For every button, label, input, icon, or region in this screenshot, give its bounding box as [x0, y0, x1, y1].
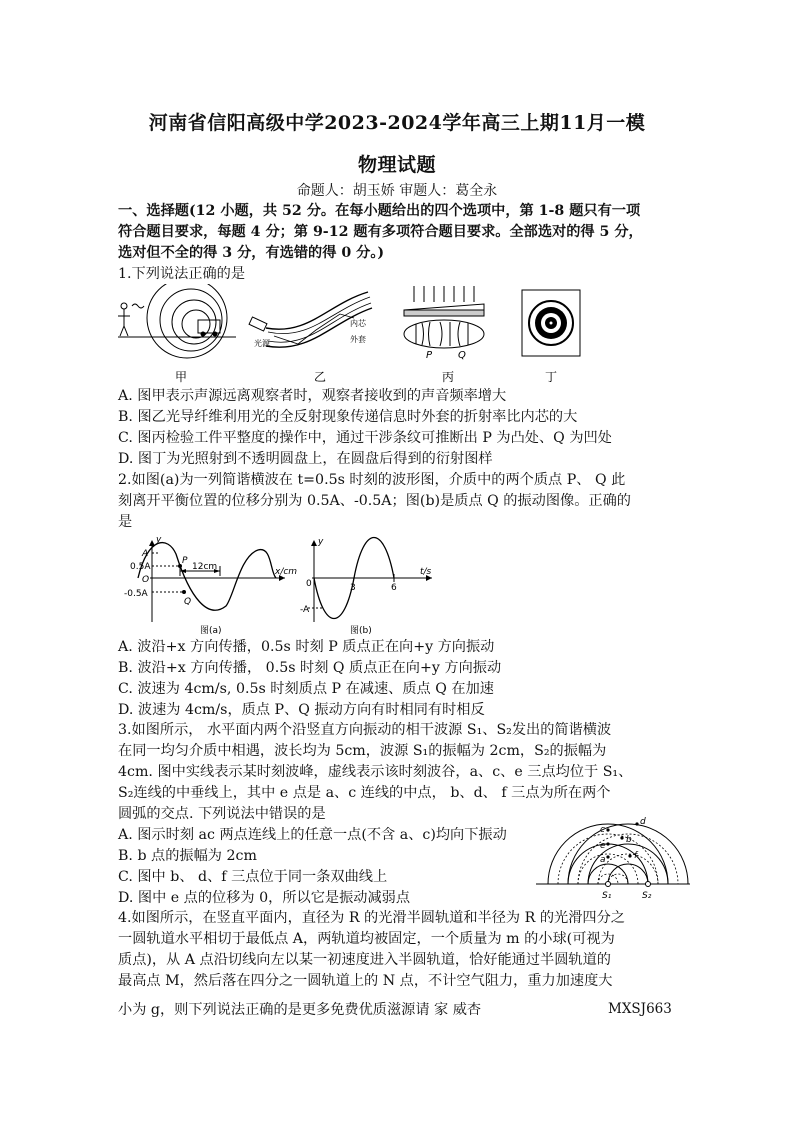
q3-stem-line5: 圆弧的交点. 下列说法中错误的是 — [118, 806, 326, 822]
q4-line1: 4.如图所示，在竖直平面内，直径为 R 的光滑半圆轨道和半径为 R 的光滑四分之 — [118, 910, 625, 926]
fig3-d: d — [640, 817, 646, 827]
q2-figures — [120, 536, 440, 636]
q1-figures — [118, 284, 598, 386]
q1-stem: 1.下列说法正确的是 — [118, 266, 246, 282]
q1-option-b: B. 图乙光导纤维利用光的全反射现象传递信息时外套的折射率比内芯的大 — [118, 409, 578, 425]
q3-option-a: A. 图示时刻 ac 两点连线上的任意一点(不含 a、c)均向下振动 — [118, 827, 507, 843]
fig-b-O: 0 — [306, 579, 312, 589]
fig-bing-q: Q — [458, 350, 466, 361]
figure-b-vibration — [300, 537, 432, 636]
q1-option-d: D. 图丁为光照射到不透明圆盘上，在圆盘后得到的衍射图样 — [118, 451, 493, 467]
q3-stem-line3: 4cm. 图中实线表示某时刻波峰，虚线表示该时刻波谷，a、c、e 三点均位于 S₁、 — [118, 764, 633, 780]
q2-stem-line2: 刻离开平衡位置的位移分别为 0.5A、-0.5A；图(b)是质点 Q 的振动图像。正确的 — [118, 493, 631, 509]
exam-authors: 命题人：胡玉娇 审题人：葛全永 — [296, 183, 498, 199]
q3-stem-line2: 在同一均匀介质中相遇，波长均为 5cm，波源 S₁的振幅为 2cm，S₂的振幅为 — [118, 743, 607, 759]
fig3-b: b — [626, 835, 632, 845]
q3-stem-line1: 3.如图所示， 水平面内两个沿竖直方向振动的相干波源 S₁、S₂发出的简谐横波 — [118, 722, 612, 738]
q3-option-b: B. b 点的振幅为 2cm — [118, 848, 257, 864]
fig-label-bing: 丙 — [442, 370, 455, 384]
section-heading-line3: 选对但不全的得 3 分，有选错的得 0 分。) — [118, 245, 385, 261]
section-heading-line2: 符合题目要求，每题 4 分；第 9-12 题有多项符合题目要求。全部选对的得 5 分， — [118, 224, 643, 240]
q3-stem-line4: S₂连线的中垂线上，其中 e 点是 a、c 连线的中点， b、d、 f 三点为所在两个 — [118, 785, 611, 801]
q3-option-c: C. 图中 b、 d、f 三点位于同一条双曲线上 — [118, 869, 388, 885]
fig3-a: a — [600, 855, 606, 865]
q2-option-b: B. 波沿+x 方向传播， 0.5s 时刻 Q 质点正在向+y 方向振动 — [118, 660, 502, 676]
exam-subject: 物理试题 — [357, 154, 436, 176]
fig-a-P: P — [182, 556, 188, 566]
fig-bing-p: P — [426, 350, 433, 361]
fig-b-negA: -A — [300, 605, 310, 615]
fig-label-yi: 乙 — [314, 370, 327, 384]
fig-b-caption: 图(b) — [350, 626, 372, 636]
q4-line3: 质点)，从 A 点沿切线向左以某一初速度进入半圆轨道，恰好能通过半圆轨道的 — [118, 952, 611, 968]
fig-a-x: x/cm — [275, 567, 298, 577]
section-heading-line1: 一、选择题(12 小题，共 52 分。在每小题给出的四个选项中，第 1-8 题只有一项 — [118, 203, 641, 219]
figure-yi — [249, 292, 372, 348]
q2-option-d: D. 波速为 4cm/s，质点 P、Q 振动方向有时相同有时相反 — [118, 702, 485, 718]
fig-b-t: t/s — [420, 567, 432, 577]
q1-option-c: C. 图丙检验工件平整度的操作中，通过干涉条纹可推断出 P 为凸处、Q 为凹处 — [118, 430, 612, 446]
figure-a-wave — [124, 536, 297, 636]
q2-stem-line3: 是 — [118, 514, 133, 530]
svg-text:外套: 外套 — [350, 335, 366, 344]
fig-b-t6: 6 — [391, 583, 397, 593]
fig3-c: c — [600, 825, 605, 835]
fig-label-jia: 甲 — [175, 370, 188, 384]
fig-a-A: A — [142, 549, 149, 559]
fig-label-ding: 丁 — [545, 370, 558, 384]
figure-jia — [118, 284, 236, 358]
fig3-f: f — [634, 851, 638, 861]
figure-bing — [404, 286, 484, 361]
svg-text:光源: 光源 — [254, 339, 270, 348]
q3-option-d: D. 图中 e 点的位移为 0，所以它是振动减弱点 — [118, 890, 411, 906]
fig-a-dist: 12cm — [192, 562, 218, 572]
q3-interference-figure — [534, 812, 692, 904]
fig3-e: e — [600, 841, 606, 851]
fig3-s2: S₂ — [642, 891, 652, 901]
fig-a-O: O — [142, 575, 150, 585]
q2-option-a: A. 波沿+x 方向传播，0.5s 时刻 P 质点正在向+y 方向振动 — [118, 639, 495, 655]
fig3-s1: S₁ — [602, 891, 612, 901]
fig-a-neghalf: -0.5A — [124, 589, 148, 599]
exam-title: 河南省信阳高级中学2023-2024学年高三上期11月一模 — [148, 112, 646, 134]
fig-a-half: 0.5A — [130, 562, 151, 572]
fig-a-caption: 图(a) — [200, 626, 222, 636]
q4-line5: 小为 g，则下列说法正确的是更多免费优质滋源请 家 威杏 — [118, 1002, 482, 1018]
q4-line2: 一圆轨道水平相切于最低点 A，两轨道均被固定，一个质量为 m 的小球(可视为 — [118, 931, 615, 947]
fig-b-t3: 3 — [350, 583, 356, 593]
footer-code: MXSJ663 — [608, 1001, 672, 1017]
q2-option-c: C. 波速为 4cm/s, 0.5s 时刻质点 P 在减速、质点 Q 在加速 — [118, 681, 494, 697]
figure-ding — [522, 290, 580, 356]
q4-line4: 最高点 M，然后落在四分之一圆轨道上的 N 点，不计空气阻力，重力加速度大 — [118, 973, 613, 989]
q1-option-a: A. 图甲表示声源远离观察者时，观察者接收到的声音频率增大 — [118, 388, 507, 404]
fig-a-Q: Q — [184, 597, 192, 607]
fig-b-y: y — [318, 537, 324, 547]
q2-stem-line1: 2.如图(a)为一列简谐横波在 t=0.5s 时刻的波形图，介质中的两个质点 P、 Q 此 — [118, 472, 626, 488]
fig-a-y: y — [156, 536, 162, 545]
svg-text:内芯: 内芯 — [350, 319, 366, 328]
